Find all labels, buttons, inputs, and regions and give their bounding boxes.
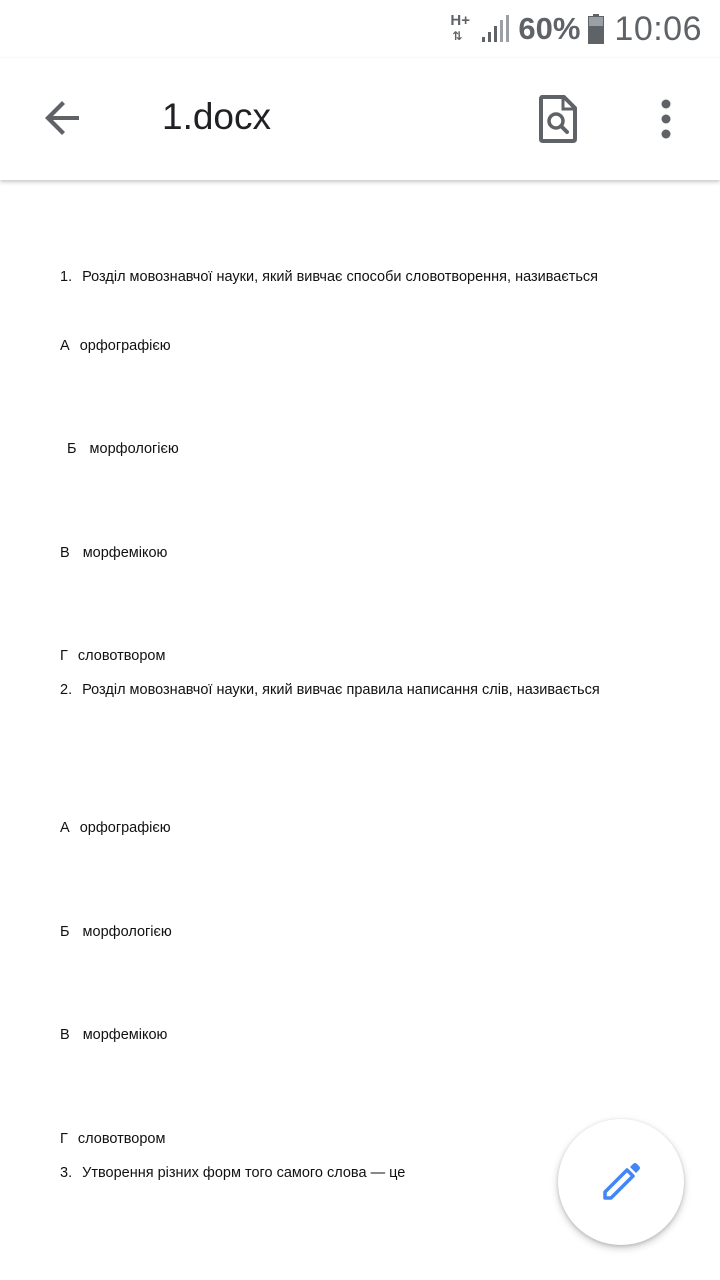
question-3 xyxy=(60,1164,405,1182)
question-text: Утворення різних форм того самого слова — це xyxy=(82,1165,406,1181)
more-options-button[interactable] xyxy=(636,87,696,151)
document-page[interactable] xyxy=(0,180,720,1280)
question-2 xyxy=(60,681,600,699)
option-letter: Г xyxy=(60,648,68,664)
question-number: 1. xyxy=(60,269,73,285)
answer-option xyxy=(60,1130,165,1148)
answer-option xyxy=(60,337,171,355)
option-letter: Б xyxy=(67,441,77,457)
answer-option xyxy=(60,1026,167,1044)
network-activity-icon: ⇅ xyxy=(452,29,463,43)
question-1 xyxy=(60,268,598,286)
answer-option xyxy=(60,923,172,941)
status-indicators xyxy=(450,8,702,50)
question-text: Розділ мовознавчої науки, який вивчає правила написання слів, називається xyxy=(82,682,600,698)
option-letter: В xyxy=(60,545,70,561)
option-text: морфологією xyxy=(82,924,172,940)
signal-strength-icon xyxy=(480,15,510,43)
option-letter: В xyxy=(60,1027,70,1043)
network-type-label: H+ xyxy=(450,12,470,29)
arrow-back-icon xyxy=(43,98,83,138)
network-type-indicator xyxy=(450,11,472,47)
option-text: словотвором xyxy=(77,1131,166,1147)
document-title: 1.docx xyxy=(162,96,272,137)
option-text: орфографією xyxy=(79,338,171,354)
option-text: морфемікою xyxy=(82,1027,168,1043)
option-text: морфологією xyxy=(89,441,179,457)
answer-option xyxy=(67,440,179,458)
option-letter: А xyxy=(60,338,70,354)
question-number: 2. xyxy=(60,682,73,698)
answer-option xyxy=(60,819,171,837)
edit-pencil-icon xyxy=(599,1160,643,1204)
battery-percentage: 60% xyxy=(518,11,581,46)
option-letter: Г xyxy=(60,1131,68,1147)
battery-icon xyxy=(588,14,604,44)
status-bar xyxy=(0,0,720,58)
question-number: 3. xyxy=(60,1165,73,1181)
find-in-page-button[interactable] xyxy=(526,87,590,151)
more-vert-icon xyxy=(660,99,672,139)
back-button[interactable] xyxy=(32,87,94,149)
find-in-page-icon xyxy=(538,95,578,143)
answer-option xyxy=(60,544,167,562)
option-text: морфемікою xyxy=(82,545,168,561)
option-text: орфографією xyxy=(79,820,171,836)
edit-fab-button[interactable] xyxy=(558,1119,684,1245)
question-text: Розділ мовознавчої науки, який вивчає способи словотворення, називається xyxy=(82,269,599,285)
option-text: словотвором xyxy=(77,648,166,664)
option-letter: А xyxy=(60,820,70,836)
app-bar xyxy=(0,58,720,180)
option-letter: Б xyxy=(60,924,70,940)
clock: 10:06 xyxy=(614,10,702,48)
answer-option xyxy=(60,647,165,665)
